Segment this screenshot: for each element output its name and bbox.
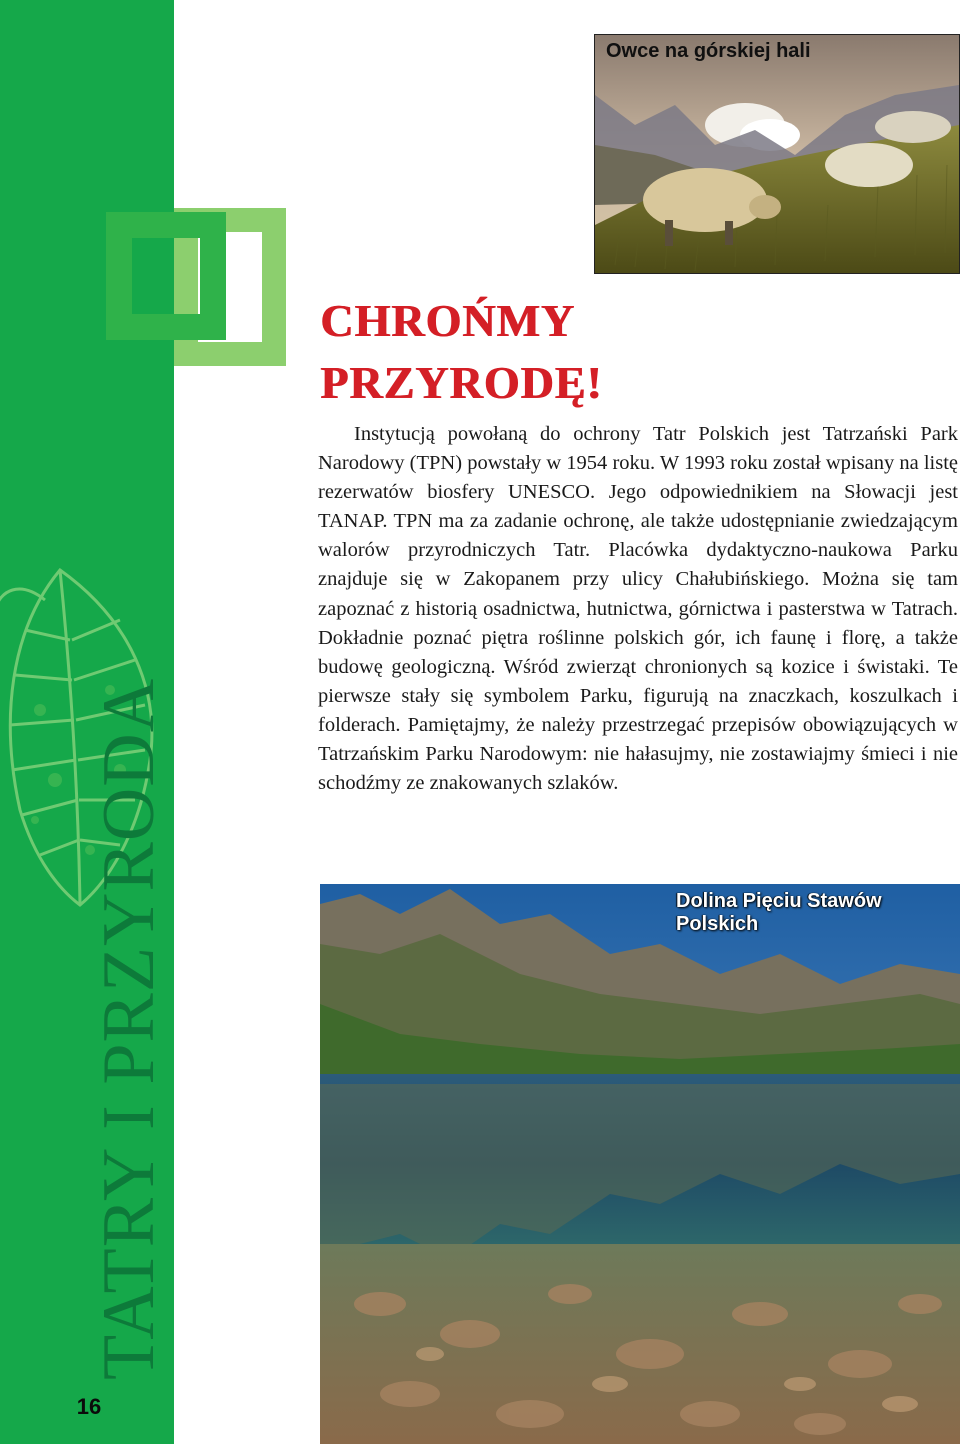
page-number: 16: [76, 1394, 102, 1419]
heading-line-2: PRZYRODĘ!: [320, 357, 603, 408]
sheep-photo: [594, 34, 960, 274]
heading-line-1: CHROŃMY: [320, 295, 575, 346]
lake-photo: [320, 884, 960, 1444]
body-paragraph: Instytucją powołaną do ochrony Tatr Polskich jest Tatrzański Park Narodowy (TPN) powstały w 1954 roku. W 1993 roku został wpisany na listę rezerwatów biosfery UNESCO. Jego odpowiednikiem na Słowacji jest TANAP. TPN ma za zadanie ochronę, ale także udostępnianie zwiedzającym walorów przyrodniczych Tatr. Placówka dydaktyczno-naukowa Parku znajduje się w Zakopanem przy ulicy Chałubińskiego. Można się tam zapoznać z historią osadnictwa, hutnictwa, górnictwa i pasterstwa w Tatrach. Dokładnie poznać piętra roślinne polskich gór, ich faunę i florę, a także budowę geologiczną. Wśród zwierząt chronionych są kozice i świstaki. Te pierwsze stały się symbolem Parku, figurują na znaczkach, koszulkach i folderach. Pamiętajmy, że należy przestrzegać przepisów obowiązujących w Tatrzańskim Parku Narodowym: nie hałasujmy, nie zostawiajmy śmieci i nie schodźmy ze znakowanych szlaków.: [318, 423, 958, 795]
decorative-square-dark: [106, 212, 226, 340]
sheep-photo-caption: Owce na górskiej hali: [606, 40, 811, 62]
lake-photo-caption: Dolina Pięciu Stawów Polskich: [676, 890, 882, 935]
page-heading: [320, 290, 740, 414]
vertical-section-title: TATRY I PRZYRODA: [88, 677, 170, 1380]
